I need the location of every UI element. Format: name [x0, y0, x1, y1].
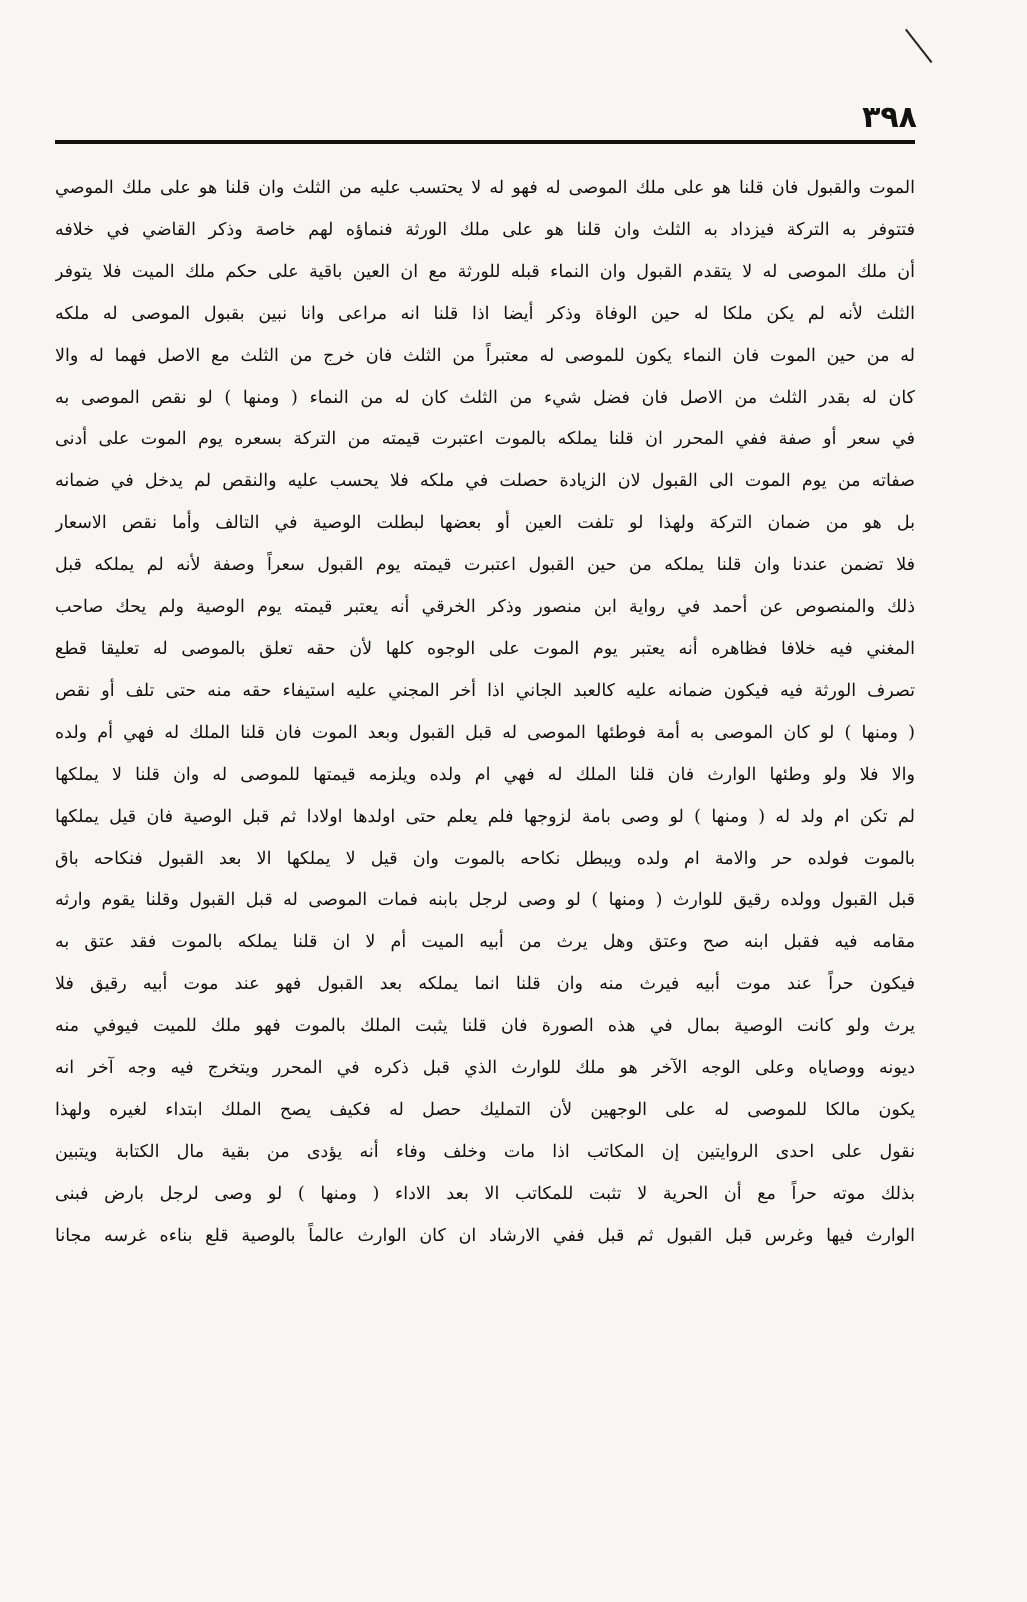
text-line: يكون مالكا للموصى له على الوجهين لأن التمليك حصل له فكيف يصح الملك ابتداء لغيره ولهذا — [55, 1099, 915, 1120]
text-line: تصرف الورثة فيه فيكون ضمانه عليه كالعبد الجاني اذا أخر المجني عليه استيفاء حقه منه حتى تلف أو نقص — [55, 680, 915, 701]
text-line: بل هو من ضمان التركة ولهذا لو تلفت العين أو بعضها لبطلت الوصية في التالف وأما نقص الاسعار — [55, 513, 915, 534]
text-line: في سعر أو صفة ففي المحرر ان قلنا يملكه بالموت اعتبرت قيمته من التركة بسعره يوم الموت على أدنى — [55, 429, 915, 450]
text-line: قبل القبول وولده رقيق للوارث ( ومنها ) لو وصى لرجل بابنه فمات الموصى له قبل القبول وقلنا يقوم وارثه — [55, 890, 915, 911]
text-line: مقامه فيه فقبل ابنه صح وعتق وهل يرث من أبيه الميت أم لا ان قلنا يملكه بالموت فقد عتق به — [55, 932, 915, 953]
page-header — [55, 98, 917, 138]
header-rule — [55, 140, 915, 144]
text-line: الموت والقبول فان قلنا هو على ملك الموصى له فهو له لا يحتسب عليه من الثلث وان قلنا هو على ملك الموصي — [55, 178, 915, 198]
text-line: أن ملك الموصى له لا يتقدم القبول وان النماء قبله للورثة مع ان العين باقية على حكم ملك الميت فلا يتوفر — [55, 261, 915, 282]
text-line: نقول على احدى الروايتين إن المكاتب اذا مات وخلف وفاء أنه يؤدى من بقية مال الكتابة ويتبين — [55, 1141, 915, 1162]
corner-pen-mark — [905, 29, 932, 63]
text-line: لم تكن ام ولد له ( ومنها ) لو وصى بامة لزوجها فلم يعلم حتى اولدها اولادا ثم قبل الوصية فان قيل يملكها — [55, 806, 915, 827]
text-line: الوارث فيها وغرس قبل القبول ثم قبل ففي الارشاد ان كان الوارث عالماً بالوصية قلع بناءه غرسه مجانا — [55, 1225, 915, 1246]
text-line: فيكون حراً عند موت أبيه فيرث منه وان قلنا انما يملكه بعد القبول فهو عند موت أبيه رقيق فلا — [55, 974, 915, 995]
text-line: صفاته من يوم الموت الى القبول لان الزيادة حصلت في ملكه فلا يحسب عليه والنقص لم يدخل في ضمانه — [55, 471, 915, 492]
text-line: كان له بقدر الثلث من الاصل فان فضل شيء من الثلث كان له من النماء ( ومنها ) لو نقص الموصى به — [55, 387, 915, 408]
text-line: ديونه ووصاياه وعلى الوجه الآخر هو ملك للوارث الذي قبل ذكره في المحرر ويتخرج فيه وجه آخر انه — [55, 1058, 915, 1079]
text-line: والا فلا ولو وطئها الوارث فان قلنا الملك له فهي ام ولده ويلزمه قيمتها للموصى له وان قلنا لا يملكها — [55, 764, 915, 785]
text-line: ( ومنها ) لو كان الموصى به أمة فوطئها الموصى له قبل القبول وبعد الموت فان قلنا الملك له فهي أم ولده — [55, 722, 915, 743]
text-line: له من حين الموت فان النماء يكون للموصى له معتبراً من الثلث فان خرج من الثلث مع الاصل فهما له والا — [55, 345, 915, 366]
text-line: فتتوفر به التركة فيزداد به الثلث وان قلنا هو على ملك الورثة فنماؤه لهم خاصة وذكر القاضي في خلافه — [55, 219, 915, 240]
text-line: الثلث لأنه لم يكن ملكا له حين الوفاة وذكر أيضا اذا قلنا انه مراعى وانا نبين بقبول الموصى له ملكه — [55, 303, 915, 324]
text-line: فلا تضمن عندنا وان قلنا يملكه من حين القبول اعتبرت قيمته يوم القبول سعراً وصفة لأنه لم يملكه قبل — [55, 555, 915, 576]
text-line: ذلك والمنصوص عن أحمد في رواية ابن منصور وذكر الخرقي أنه يعتبر قيمته يوم الوصية ولم يحك صاحب — [55, 597, 915, 618]
page-number: ٣٩٨ — [862, 100, 917, 135]
text-line: بالموت فولده حر والامة ام ولده ويبطل نكاحه بالموت وان قيل لا يملكها الا بعد القبول فنكاحه باق — [55, 848, 915, 869]
body-text — [55, 168, 915, 1258]
text-line: يرث ولو كانت الوصية بمال في هذه الصورة فان قلنا يثبت الملك بالموت فهو ملك للميت فيوفي منه — [55, 1016, 915, 1037]
text-line: بذلك موته حراً مع أن الحرية لا تثبت للمكاتب الا بعد الاداء ( ومنها ) لو وصى لرجل بارض فبنى — [55, 1183, 915, 1204]
text-line: المغني فيه خلافا فظاهره أنه يعتبر يوم الموت على الوجوه كلها لأن حقه تعلق بالموصى له تعليقا قطع — [55, 638, 915, 659]
